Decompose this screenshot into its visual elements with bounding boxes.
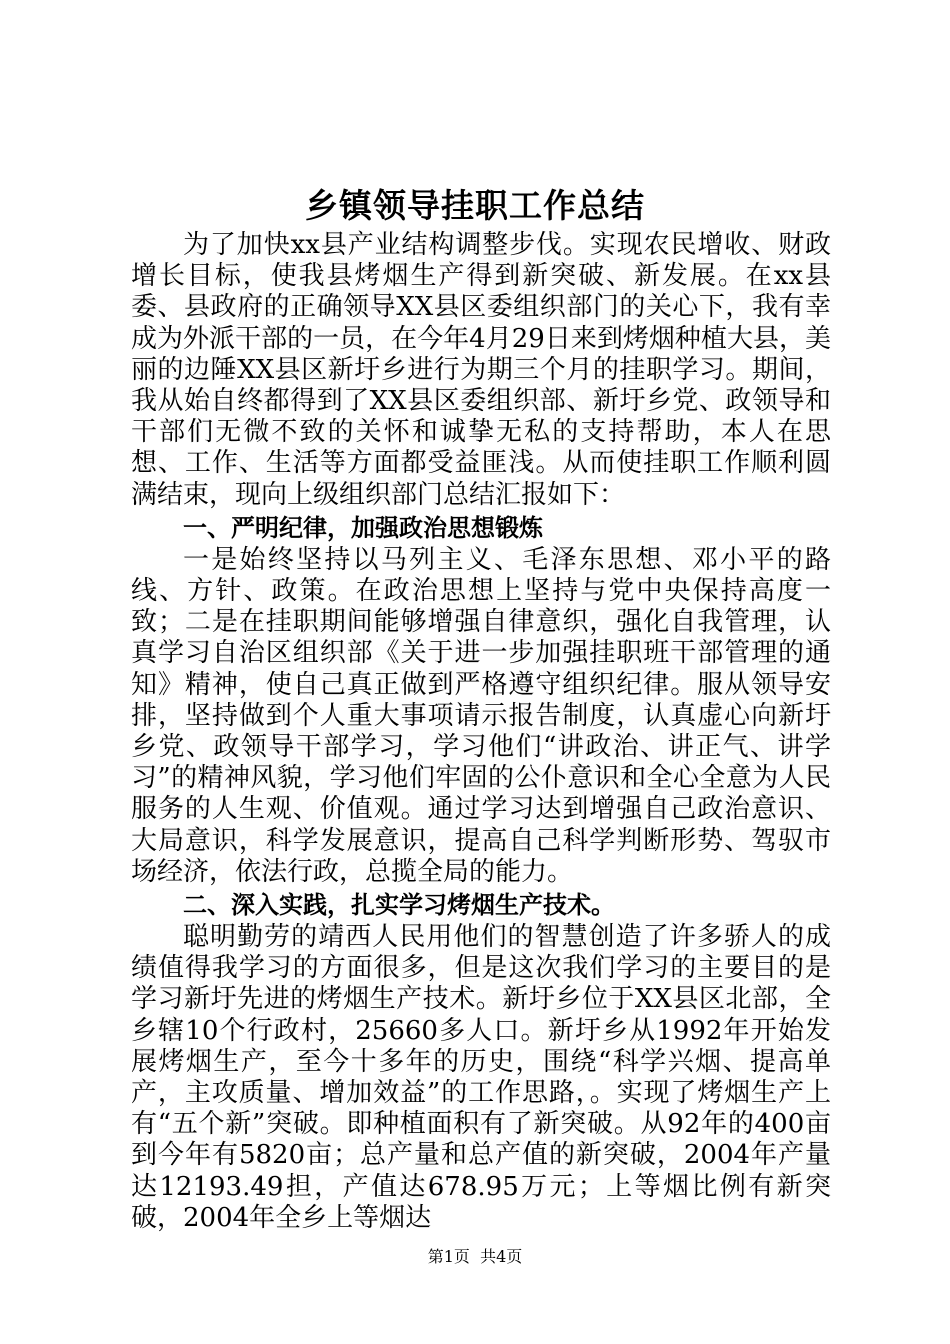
paragraph-practice: 聪明勤劳的靖西人民用他们的智慧创造了许多骄人的成绩值得我学习的方面很多，但是这次我们学习的主要目的是学习新圩先进的烤烟生产技术。新圩乡位于XX县区北部，全乡辖10个行政村，25660多人口。新圩乡从1992年开始发展烤烟生产，至今十多年的历史，围绕“科学兴烟、提高单产，主攻质量、增加效益”的工作思路，。实现了烤烟生产上有“五个新”突破。即种植面积有了新突破。从92年的400亩到今年有5820亩；总产量和总产值的新突破，2004年产量达12193.49担，产值达678.95万元；上等烟比例有新突破，2004年全乡上等烟达 <box>131 922 831 1233</box>
document-title: 乡镇领导挂职工作总结 <box>305 186 645 225</box>
page-footer <box>0 1246 950 1268</box>
document-body <box>131 230 831 1234</box>
paragraph-discipline: 一是始终坚持以马列主义、毛泽东思想、邓小平的路线、方针、政策。在政治思想上坚持与党中央保持高度一致；二是在挂职期间能够增强自律意织，强化自我管理，认真学习自治区组织部《关于进一步加强挂职班干部管理的通知》精神，使自己真正做到严格遵守组织纪律。服从领导安排，坚持做到个人重大事项请示报告制度，认真虚心向新圩乡党、政领导干部学习，学习他们“讲政治、讲正气、讲学习”的精神风貌，学习他们牢固的公仆意识和全心全意为人民服务的人生观、价值观。通过学习达到增强自己政治意识、大局意识，科学发展意识，提高自己科学判断形势、驾驭市场经济，依法行政，总揽全局的能力。 <box>131 544 831 887</box>
page-total: 共4页 <box>480 1247 523 1266</box>
section-heading-1: 一、严明纪律，加强政治思想锻炼 <box>183 513 543 542</box>
page-number: 第1页 <box>427 1247 470 1266</box>
section-heading-2: 二、深入实践，扎实学习烤烟生产技术。 <box>183 891 615 920</box>
paragraph-intro: 为了加快xx县产业结构调整步伐。实现农民增收、财政增长目标，使我县烤烟生产得到新突破、新发展。在xx县委、县政府的正确领导XX县区委组织部门的关心下，我有幸成为外派干部的一员，在今年4月29日来到烤烟种植大县，美丽的边陲XX县区新圩乡进行为期三个月的挂职学习。期间，我从始自终都得到了XX县区委组织部、新圩乡党、政领导和干部们无微不致的关怀和诚挚无私的支持帮助，本人在思想、工作、生活等方面都受益匪浅。从而使挂职工作顺利圆满结束，现向上级组织部门总结汇报如下： <box>131 230 831 510</box>
